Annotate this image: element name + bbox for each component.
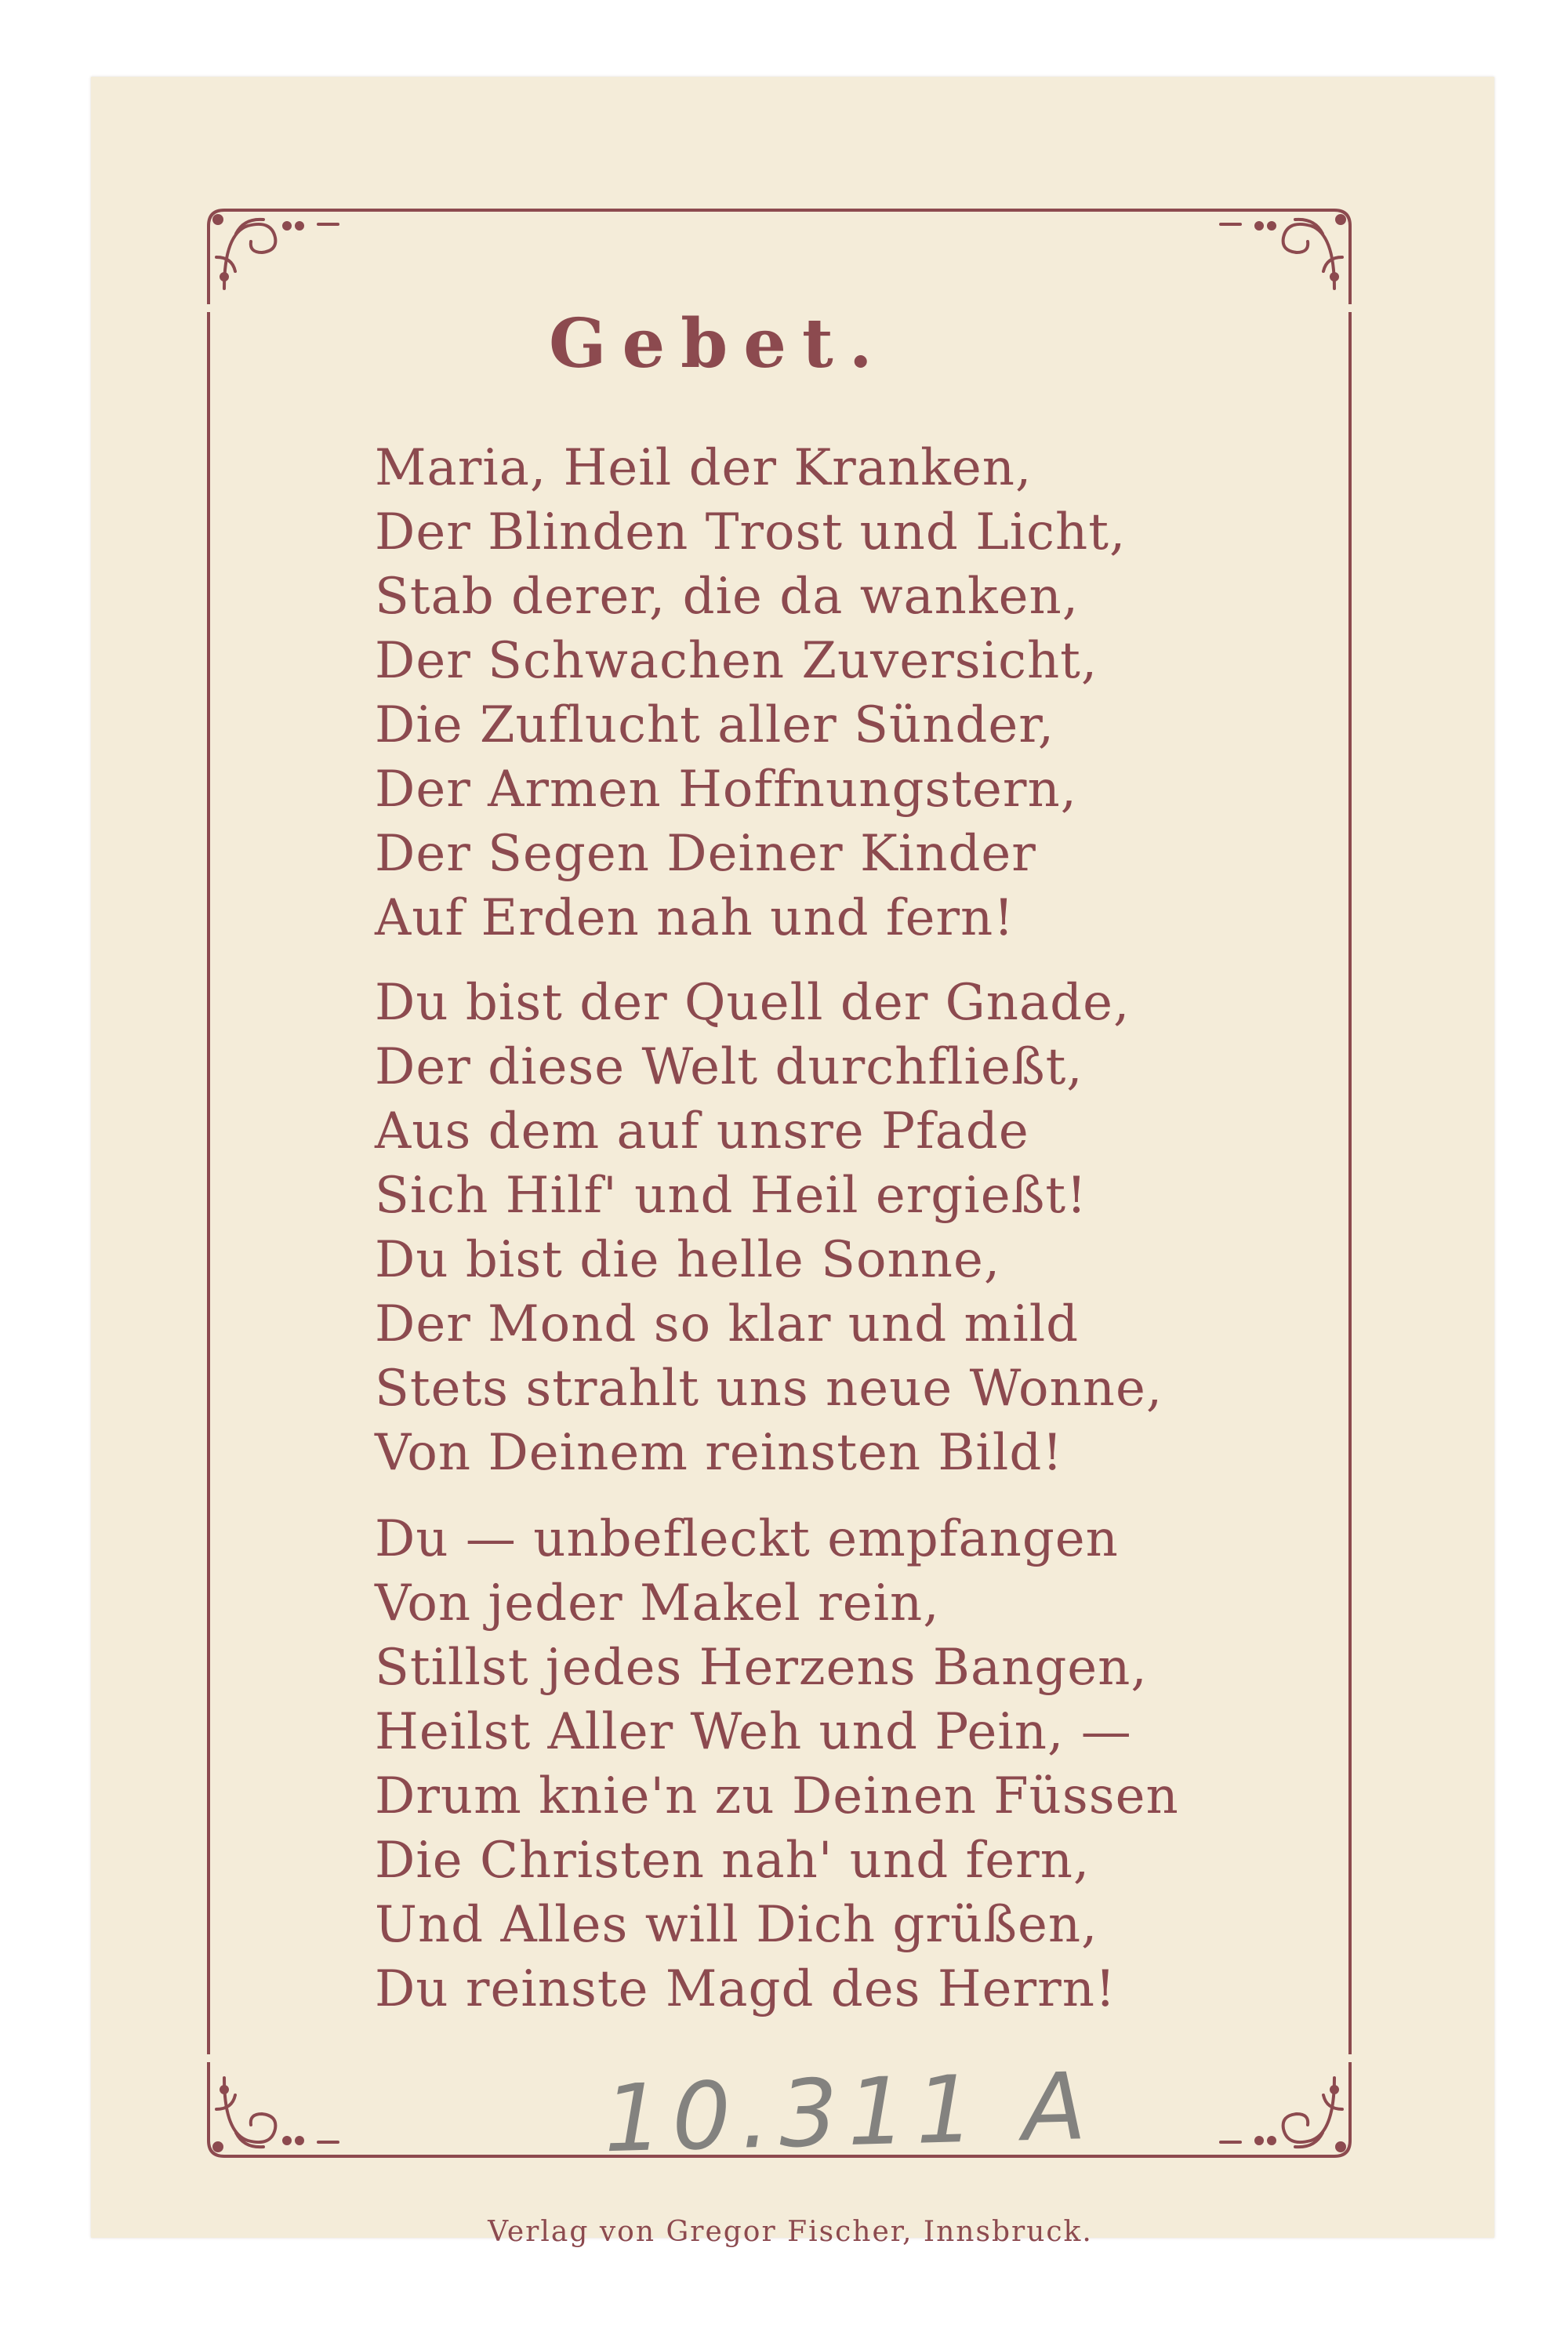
verse-line: Der diese Welt durchfließt, [375, 1038, 1083, 1096]
border-line-top [310, 209, 1248, 212]
verse-line: Von jeder Makel rein, [375, 1574, 940, 1632]
stanza-2 [375, 971, 1284, 1485]
border-line-right [1348, 312, 1352, 2054]
handwritten-catalog-number: 10.311 A [602, 2051, 1097, 2174]
verse-line: Maria, Heil der Kranken, [375, 439, 1033, 497]
verse-line: Stab derer, die da wanken, [375, 568, 1080, 626]
verse-line: Und Alles will Dich grüßen, [375, 1896, 1098, 1954]
corner-ornament-icon [1217, 2062, 1358, 2164]
verse-line: Der Schwachen Zuversicht, [375, 632, 1098, 690]
verse-line: Der Armen Hoffnungstern, [375, 761, 1077, 819]
verse-line: Die Zuflucht aller Sünder, [375, 696, 1055, 754]
verse-line: Stets strahlt uns neue Wonne, [375, 1360, 1163, 1418]
verse-line: Drum knie'n zu Deinen Füssen [375, 1767, 1179, 1825]
verse-line: Aus dem auf unsre Pfade [375, 1102, 1029, 1160]
corner-ornament-icon [201, 2062, 342, 2164]
verse-line: Die Christen nah' und fern, [375, 1832, 1091, 1890]
verse-line: Stillst jedes Herzens Bangen, [375, 1639, 1148, 1697]
verse-line: Der Segen Deiner Kinder [375, 825, 1036, 883]
verse-line: Heilst Aller Weh und Pein, — [375, 1703, 1132, 1761]
verse-line: Du bist der Quell der Gnade, [375, 974, 1131, 1032]
stanza-3 [375, 1507, 1284, 2021]
verse-line: Du reinste Magd des Herrn! [375, 1960, 1116, 2018]
prayer-title: Gebet. [549, 304, 888, 383]
verse-line: Du bist die helle Sonne, [375, 1231, 1001, 1289]
verse-line: Von Deinem reinsten Bild! [375, 1424, 1064, 1482]
corner-ornament-icon [201, 202, 342, 304]
verse-line: Der Blinden Trost und Licht, [375, 503, 1127, 561]
verse-line: Auf Erden nah und fern! [375, 889, 1014, 947]
stanza-1 [375, 436, 1284, 950]
verse-line: Der Mond so klar und mild [375, 1295, 1080, 1353]
border-line-left [207, 312, 210, 2054]
publisher-line: Verlag von Gregor Fischer, Innsbruck. [488, 2216, 1093, 2248]
verse-line: Du — unbefleckt empfangen [375, 1510, 1119, 1568]
verse-line: Sich Hilf' und Heil ergießt! [375, 1167, 1087, 1225]
corner-ornament-icon [1217, 202, 1358, 304]
